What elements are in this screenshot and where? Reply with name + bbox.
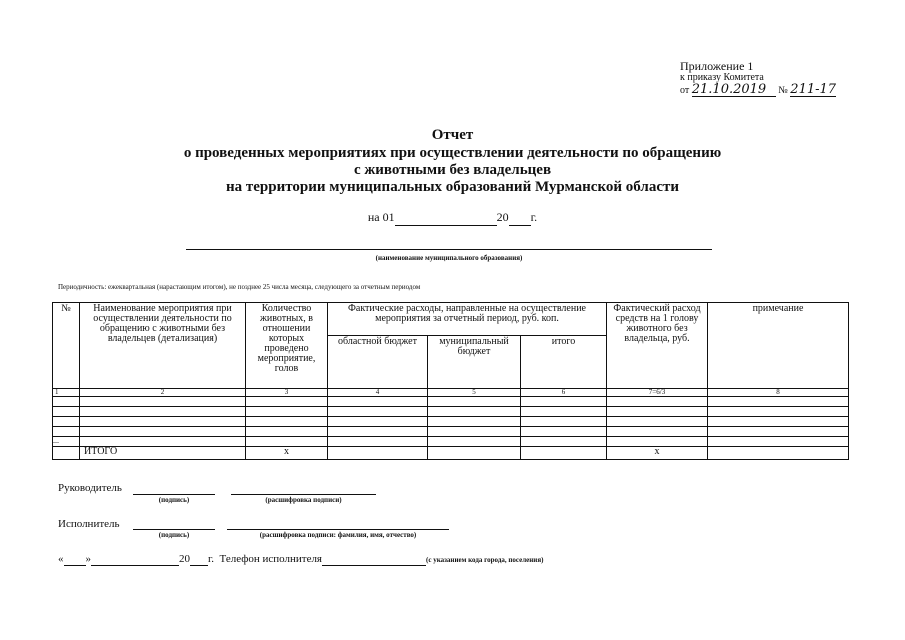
executor-decode-line[interactable] <box>227 529 449 530</box>
report-title-line3: с животными без владельцев <box>353 162 552 178</box>
appendix-number-label: № <box>778 85 788 96</box>
year-prefix: 20 <box>496 210 509 224</box>
report-title-line4: на территории муниципальных образований Мурманской области <box>225 179 680 195</box>
total-label: ИТОГО <box>80 447 246 460</box>
table-row-dots[interactable] <box>53 437 849 447</box>
appendix-number-handwritten: 211-17 <box>790 82 837 97</box>
sig-year-suffix: г. <box>208 553 215 565</box>
date-open-quote: « <box>58 553 64 565</box>
executor-signature-line[interactable] <box>133 529 215 530</box>
executor-label: Исполнитель <box>58 518 120 530</box>
col-number: 1 <box>53 389 80 397</box>
col-number: 7=6/3 <box>607 389 708 397</box>
executor-signature-caption: (подпись) <box>158 531 190 539</box>
total-row <box>53 447 849 460</box>
year-suffix: г. <box>530 210 538 224</box>
total-per-head: x <box>607 447 708 460</box>
table-row[interactable] <box>53 407 849 417</box>
table-row[interactable] <box>53 397 849 407</box>
phone-blank[interactable] <box>322 553 426 566</box>
head-decode-line[interactable] <box>231 494 376 495</box>
dots-cell: ... <box>53 437 80 447</box>
year-blank[interactable] <box>509 210 531 226</box>
header-no: № <box>53 303 80 389</box>
periodicity-text: Периодичность: ежеквартальная (нарастающим итогом), не позднее 25 числа месяца, следующего за отчетным периодом <box>58 283 421 291</box>
head-decode-caption: (расшифровка подписи) <box>265 496 342 504</box>
table-row[interactable] <box>53 427 849 437</box>
phone-caption: (с указанием кода города, поселения) <box>426 556 544 564</box>
report-table <box>52 302 849 460</box>
head-signature-line[interactable] <box>133 494 215 495</box>
header-total: итого <box>521 336 607 389</box>
header-expenses: Фактические расходы, направленные на осуществление мероприятия за отчетный период, руб. коп. <box>328 303 607 336</box>
appendix-date-handwritten: 21.10.2019 <box>692 84 776 97</box>
date-blank[interactable] <box>395 210 497 226</box>
municipality-line[interactable] <box>186 249 712 250</box>
head-label: Руководитель <box>58 482 122 494</box>
header-count: Количество животных, в отношении которых проведено мероприятие, голов <box>246 303 328 389</box>
head-signature-caption: (подпись) <box>158 496 190 504</box>
sig-year-prefix: 20 <box>179 553 190 565</box>
month-blank[interactable] <box>91 553 179 566</box>
header-note: примечание <box>708 303 849 389</box>
col-number: 3 <box>246 389 328 397</box>
report-date-line <box>0 210 905 226</box>
header-name: Наименование мероприятия при осуществлении деятельности по обращению с животными без владельцев (детализация) <box>80 303 246 389</box>
column-numbers-row <box>53 389 849 397</box>
municipality-caption: (наименование муниципального образования) <box>375 254 523 262</box>
date-phone-line <box>58 553 543 566</box>
report-title-line2: о проведенных мероприятиях при осуществлении деятельности по обращению <box>183 145 722 161</box>
total-count: x <box>246 447 328 460</box>
col-number: 8 <box>708 389 849 397</box>
executor-decode-caption: (расшифровка подписи: фамилия, имя, отчество) <box>259 531 417 539</box>
phone-label: Телефон исполнителя <box>219 553 322 565</box>
col-number: 2 <box>80 389 246 397</box>
sig-year-blank[interactable] <box>190 553 208 566</box>
appendix-line3 <box>680 84 836 97</box>
header-municipal: муниципальный бюджет <box>428 336 521 389</box>
report-title: Отчет <box>431 127 474 143</box>
appendix-line2: к приказу Комитета <box>680 72 764 83</box>
col-number: 5 <box>428 389 521 397</box>
header-per-head: Фактический расход средств на 1 голову животного без владельца, руб. <box>607 303 708 389</box>
col-number: 6 <box>521 389 607 397</box>
appendix-line1: Приложение 1 <box>680 59 754 73</box>
header-regional: областной бюджет <box>328 336 428 389</box>
table-row[interactable] <box>53 417 849 427</box>
header-row <box>53 303 849 336</box>
col-number: 4 <box>328 389 428 397</box>
appendix-block <box>680 60 836 97</box>
date-prefix: на 01 <box>367 210 395 224</box>
date-close-quote: » <box>85 553 91 565</box>
appendix-from-label: от <box>680 85 690 96</box>
day-blank[interactable] <box>64 553 86 566</box>
